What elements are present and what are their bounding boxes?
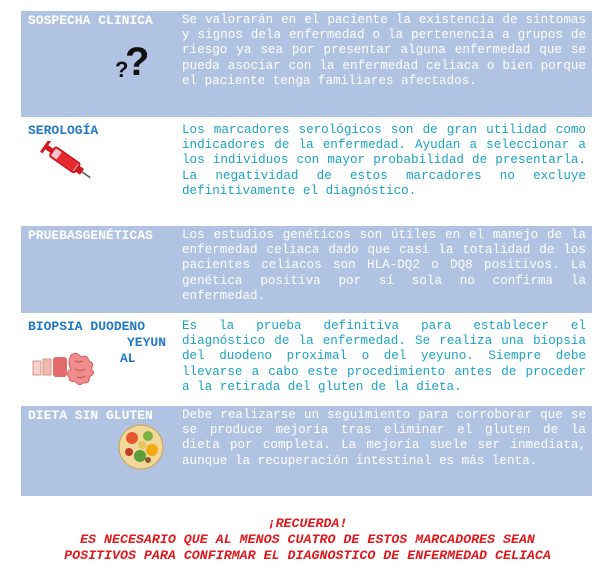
row-biopsia [21, 317, 592, 402]
row-serologia [21, 121, 592, 222]
row-title: SEROLOGÍA [28, 123, 99, 138]
row-title-cell [21, 406, 178, 496]
reminder-note [0, 516, 615, 564]
row-title: PRUEBASGENÉTICAS [28, 228, 153, 243]
reminder-heading: ¡RECUERDA! [267, 516, 348, 531]
row-text: Se valorarán en el paciente la existencia de síntomas y signos dela enfermedad o la pertenencia a grupos de riesgo ya sea por presentar alguna enfermedad que se pueda asociar con la enfermedad celiaca o bien porque el paciente tenga familiares afectados. [178, 11, 592, 117]
svg-text:?: ? [115, 57, 129, 81]
row-title-cell [21, 11, 178, 117]
intestine-icon [29, 347, 101, 387]
row-title: DIETA SIN GLUTEN [28, 408, 153, 423]
svg-text:?: ? [125, 40, 150, 81]
row-title-cell [21, 121, 178, 222]
syringe-icon [39, 141, 95, 183]
diagnosis-table [21, 11, 592, 500]
row-title-cell [21, 317, 178, 402]
row-sospecha-clinica [21, 11, 592, 117]
row-title-cell [21, 226, 178, 313]
row-text: Los estudios genéticos son útiles en el manejo de la enfermedad celiaca dado que casi la totalidad de los pacientes celiacos son HLA-DQ2 o DQ8 positivos. La genética positiva por sí sola no confirma la enfermedad. [178, 226, 592, 313]
row-title-line: BIOPSIA DUODENO [28, 319, 146, 334]
row-title: SOSPECHA CLINICA [28, 13, 153, 28]
row-pruebas-geneticas [21, 226, 592, 313]
question-marks-icon [113, 37, 159, 81]
reminder-line: POSITIVOS PARA CONFIRMAR EL DIAGNOSTICO DE ENFERMEDAD CELIACA [64, 548, 551, 563]
row-title-line: YEYUN [126, 335, 166, 350]
row-text: Debe realizarse un seguimiento para corroborar que se se produce mejoría tras eliminar el gluten de la dieta por completa. La mejoría suele ser inmediata, aunque la recuperación intestinal es más lenta. [178, 406, 592, 496]
row-text: Es la prueba definitiva para establecer el diagnóstico de la enfermedad. Se realiza una biopsia del duodeno proximal o del yeyuno. Siempre debe llevarse a cabo este procedimiento antes de proceder a la retirada del gluten de la dieta. [178, 317, 592, 402]
reminder-line: ES NECESARIO QUE AL MENOS CUATRO DE ESTOS MARCADORES SEAN [80, 532, 535, 547]
food-plate-icon [118, 424, 164, 470]
row-title-line: AL [120, 351, 136, 366]
row-dieta-sin-gluten [21, 406, 592, 496]
row-text: Los marcadores serológicos son de gran utilidad como indicadores de la enfermedad. Ayudan a seleccionar a los individuos con mayor probabilidad de presentarla. La negatividad de estos marcadores no excluye definitivamente el diagnóstico. [178, 121, 592, 222]
